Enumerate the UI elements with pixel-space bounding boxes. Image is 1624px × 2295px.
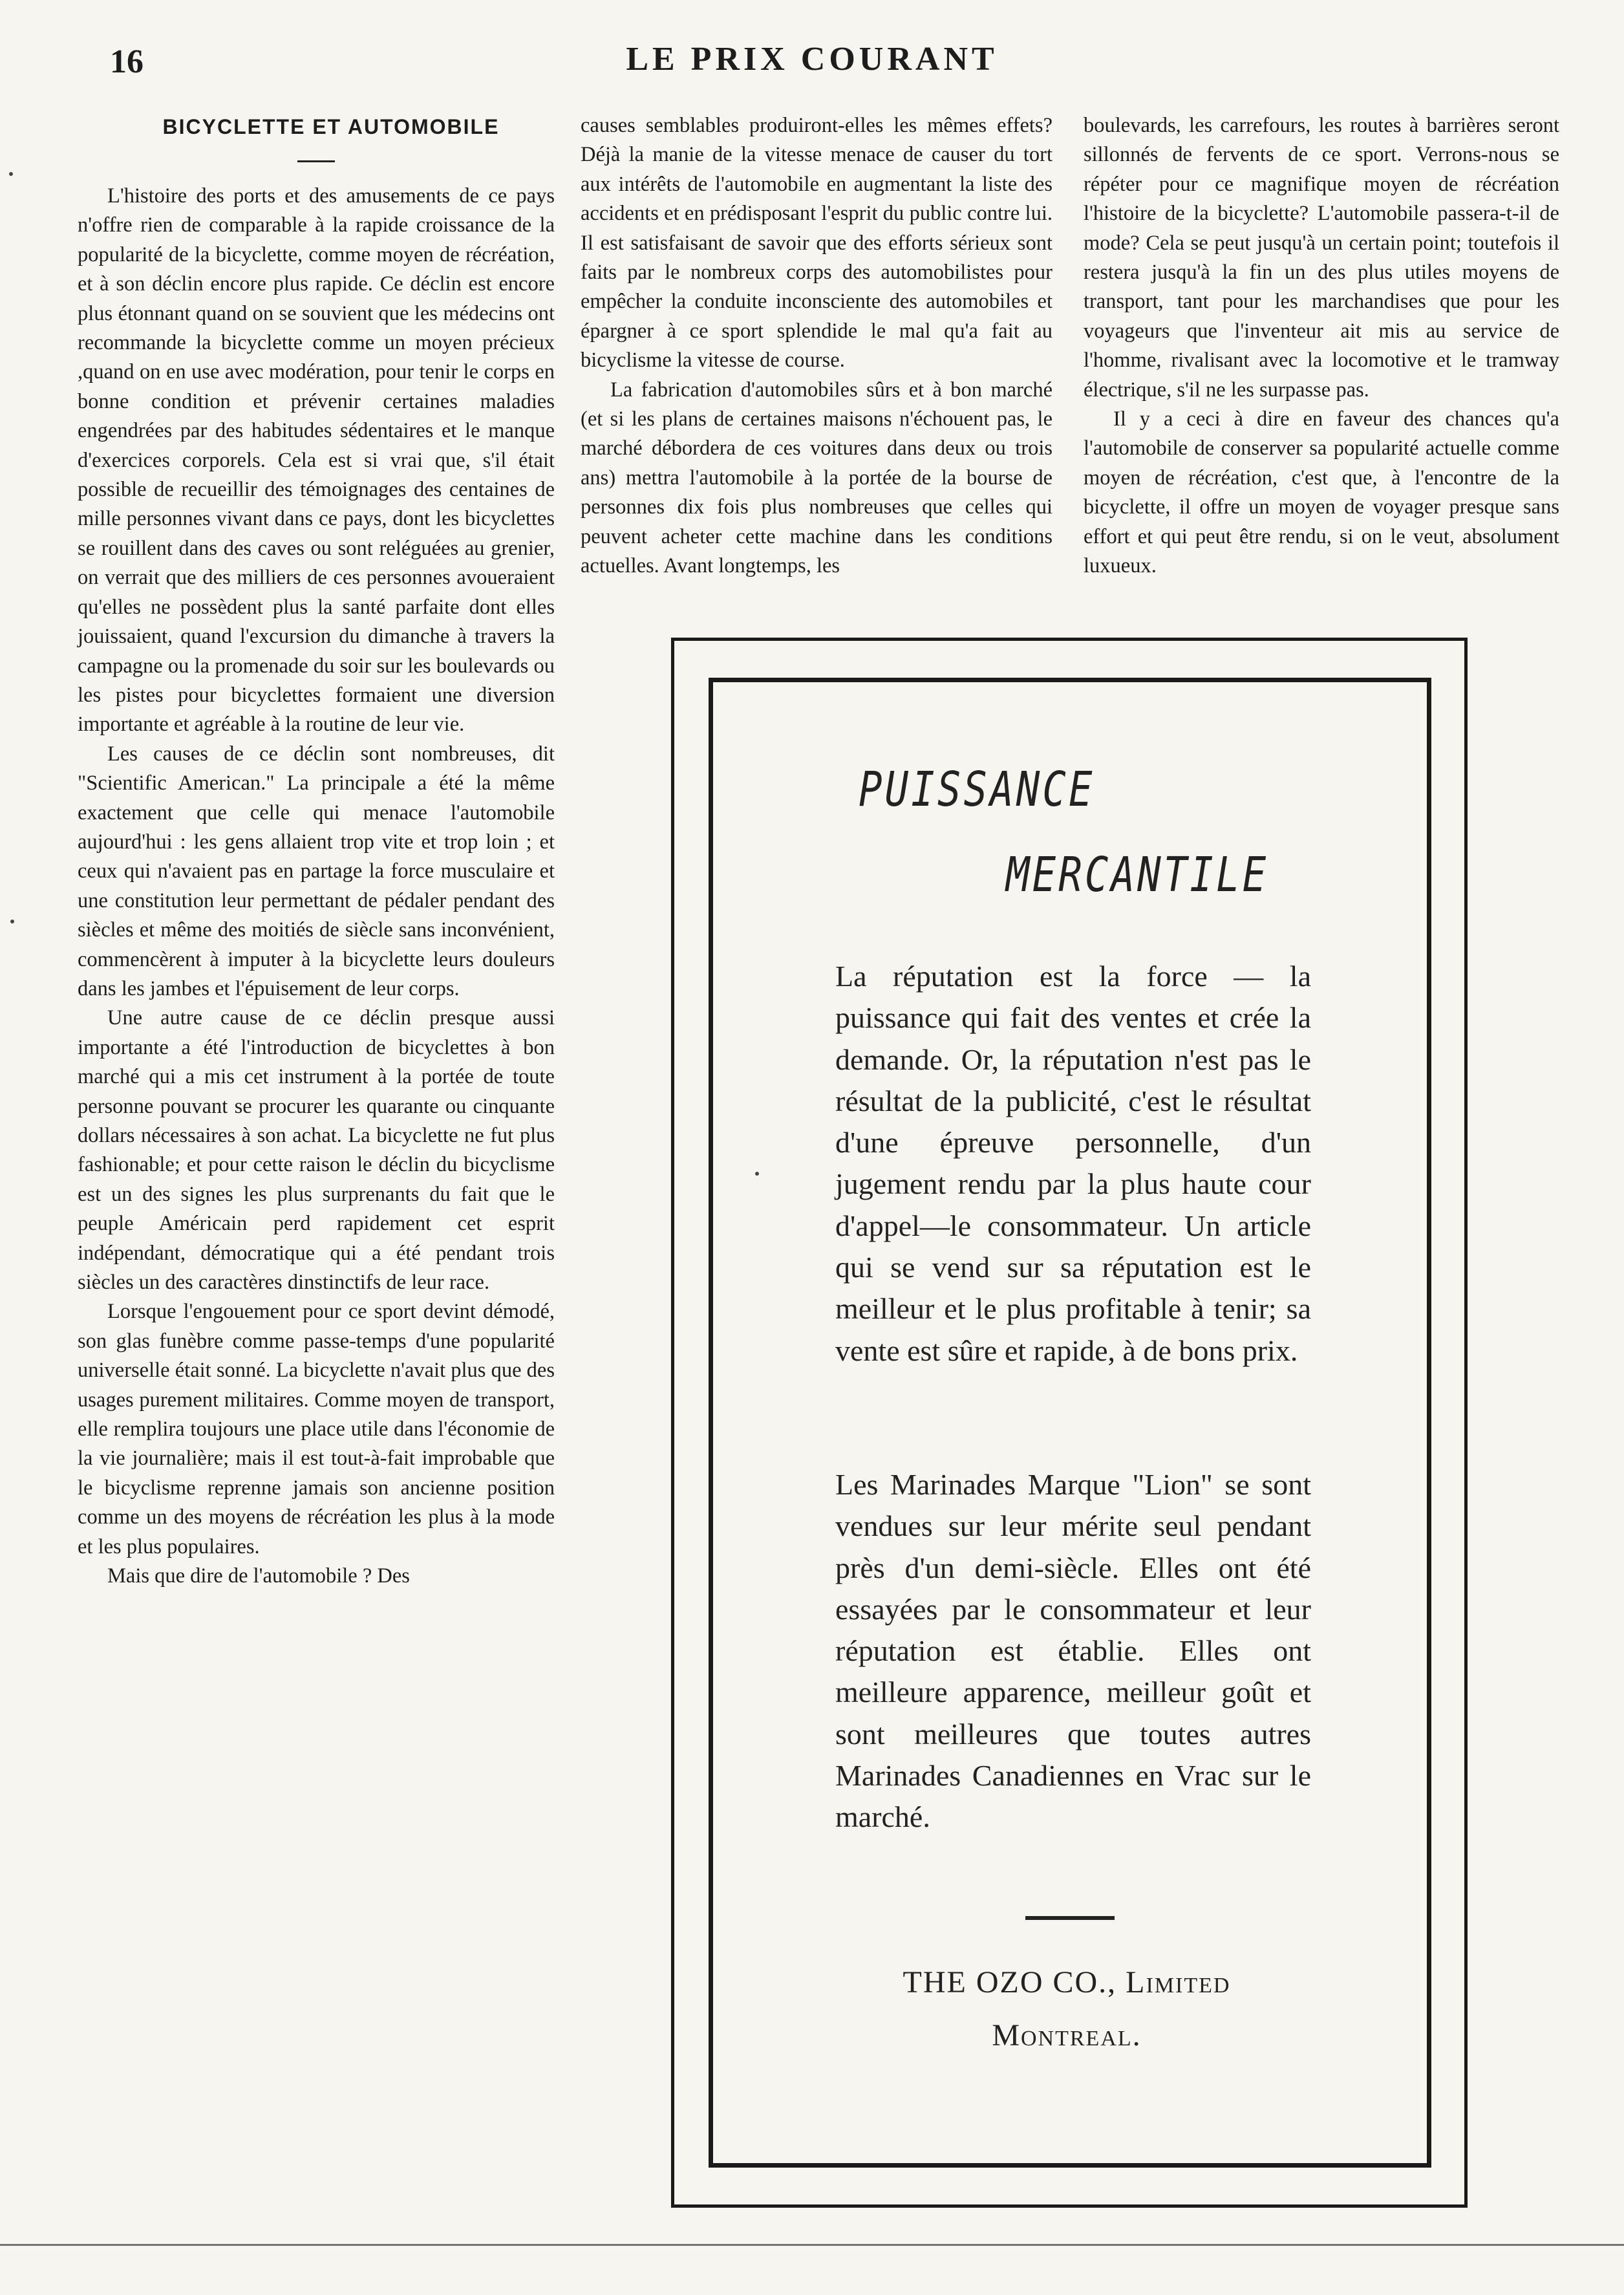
ad-company-name: THE OZO CO., Limited xyxy=(903,1965,1231,1999)
article-paragraph: Lorsque l'engouement pour ce sport devint démodé, son glas funèbre comme passe-temps d'une popularité universelle était sonné. La bicyclette n'avait plus que des usages purement militaires. Comme moyen de transport, elle remplira toujours une place utile dans l'économie de la vie journalière; mais il est tout-à-fait improbable que le bicyclisme reprenne jamais son ancienne position comme un des moyens de récréation les plus à la mode et les plus populaires. xyxy=(78,1300,555,1558)
article-paragraph: L'histoire des ports et des amusements de ce pays n'offre rien de comparable à la rapide croissance de la popularité de la bicyclette, comme moyen de récréation, et à son déclin encore plus rapide. Ce déclin est encore plus étonnant quand on se souvient que les médecins ont recommande la bicyclette comme un moyen précieux ,quand on en use avec modération, pour tenir le corps en bonne condition et prévenir certaines maladies engendrées par des habitudes sédentaires et le manque d'exercices corporels. Cela est si vrai que, s'il était possible de recueillir des témoignages des centaines de mille personnes vivant dans ce pays, dont les bicyclettes se rouillent dans des caves ou sont reléguées au grenier, on verrait que des milliers de ces personnes avoueraient qu'elles ne possèdent plus la santé parfaite dont elles jouissaient, quand l'excursion du dimanche à travers la campagne ou la promenade du soir sur les boulevards ou les pistes pour bicyclettes formaient une diversion importante et agréable à la routine de leur vie. xyxy=(78,184,555,737)
ad-heading-line-1: PUISSANCE xyxy=(859,762,1095,817)
ad-body-paragraph-2 xyxy=(835,1464,1311,1838)
ad-body-paragraph-1 xyxy=(835,956,1311,1372)
scan-speck xyxy=(10,920,14,923)
article-paragraph: causes semblables produiront-elles les mêmes effets? Déjà la manie de la vitesse menace de causer du tort aux intérêts de l'automobile en augmentant la liste des accidents et en prédisposant l'esprit du public contre lui. Il est satisfaisant de savoir que des efforts sérieux sont faits par le nombreux corps des automobilistes pour empêcher la conduite inconsciente des automobiles et épargner à ce sport splendide le mal qu'a fait au bicyclisme la vitesse de course. xyxy=(581,114,1052,372)
scan-speck xyxy=(755,1172,759,1176)
scan-speck xyxy=(9,172,13,176)
ad-divider xyxy=(1025,1916,1115,1920)
ad-company-city: Montreal. xyxy=(992,2018,1142,2053)
page-number: 16 xyxy=(110,43,144,80)
ad-text: Les Marinades Marque "Lion" se sont vendues sur leur mérite seul pendant près d'un demi-siècle. Elles ont été essayées par le consommateur et leur réputation est établie. Elles ont meilleure apparence, meilleur goût et sont meilleures que toutes autres Marinades Canadiennes en Vrac sur le marché. xyxy=(835,1468,1311,1834)
article-column-1 xyxy=(78,111,555,1591)
article-paragraph: boulevards, les carrefours, les routes à barrières seront sillonnés de fervents de ce sport. Verrons-nous se répéter pour ce magnifique moyen de récréation l'histoire de la bicyclette? L'automobile passera-t-il de mode? Cela se peut jusqu'à un certain point; toutefois il restera jusqu'à la fin un des plus utiles moyens de transport, tant pour les marchandises que pour les voyageurs que l'inventeur ait mis au service de l'homme, rivalisant avec la locomotive et le tramway électrique, s'il ne les surpasse pas. xyxy=(1084,114,1559,402)
article-paragraph: Il y a ceci à dire en faveur des chances qu'a l'automobile de conserver sa popularité actuelle comme moyen de récréation, c'est que, à l'encontre de la bicyclette, il offre un moyen de voyager presque sans effort et qui peut être rendu, si on le veut, absolument luxueux. xyxy=(1084,407,1559,578)
article-paragraph: Les causes de ce déclin sont nombreuses, dit "Scientific American." La principale a été la même exactement que celle qui menace l'automobile aujourd'hui : les gens allaient trop vite et trop loin ; et ceux qui n'avaient pas en partage la force musculaire et une constitution leur permettant de pédaler pendant des siècles et même des moitiés de siècle sans inconvénient, commencèrent à imputer à la bicyclette leurs douleurs dans les jambes et l'épuisement de leur corps. xyxy=(78,742,555,1000)
scan-edge-line xyxy=(0,2244,1624,2246)
article-title: BICYCLETTE ET AUTOMOBILE xyxy=(162,115,500,138)
publication-title: LE PRIX COURANT xyxy=(626,41,998,78)
article-column-2 xyxy=(581,111,1052,581)
article-paragraph: Mais que dire de l'automobile ? Des xyxy=(107,1564,410,1588)
ad-heading-line-2: MERCANTILE xyxy=(1006,847,1269,903)
article-column-3 xyxy=(1084,111,1559,581)
title-rule xyxy=(297,160,335,162)
article-paragraph: La fabrication d'automobiles sûrs et à bon marché (et si les plans de certaines maisons n'échouent pas, le marché débordera de ces voitures dans deux ou trois ans) mettra l'automobile à la portée de la bourse de personnes dix fois plus nombreuses que celles qui peuvent acheter cette machine dans les conditions actuelles. Avant longtemps, les xyxy=(581,378,1052,578)
article-paragraph: Une autre cause de ce déclin presque aussi importante a été l'introduction de bicyclettes à bon marché qui a mis cet instrument à la portée de toute personne pouvant se procurer les quarante ou cinquante dollars nécessaires à son achat. La bicyclette ne fut plus fashionable; et pour cette raison le déclin du bicyclisme est un des signes les plus surprenants du fait que le peuple Américain perd rapidement cet esprit indépendant, démocratique qui a été pendant trois siècles un des caractères dinstinctifs de leur race. xyxy=(78,1006,555,1295)
ad-text: La réputation est la force — la puissance qui fait des ventes et crée la demande. Or, la réputation n'est pas le résultat de la publicité, c'est le résultat d'une épreuve personnelle, d'un jugement rendu par la plus haute cour d'appel—le consommateur. Un article qui se vend sur sa réputation est le meilleur et le plus profitable à tenir; sa vente est sûre et rapide, à de bons prix. xyxy=(835,960,1311,1367)
